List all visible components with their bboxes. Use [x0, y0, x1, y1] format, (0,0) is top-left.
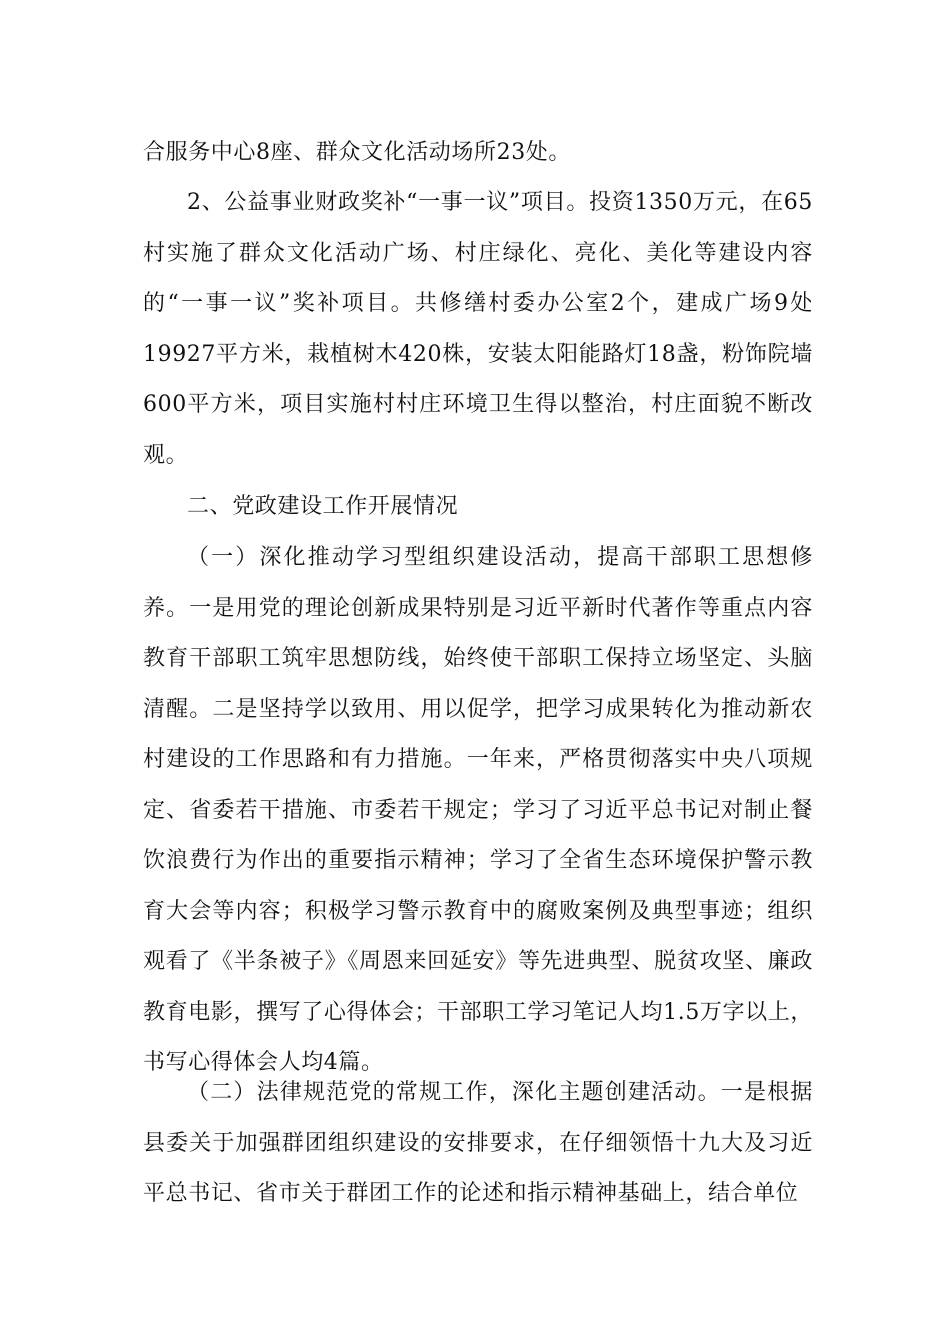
paragraph-continuation: 合服务中心8座、群众文化活动场所23处。 — [143, 140, 571, 165]
paragraph-regular-party-work: （二）法律规范党的常规工作，深化主题创建活动。一是根据县委关于加强群团组织建设的安排要求，在仔细领悟十九大及习近平总书记、省市关于群团工作的论述和指示精神基础上，结合单位 — [143, 1080, 813, 1206]
section-heading-party-building: 二、党政建设工作开展情况 — [187, 494, 459, 519]
paragraph-yishiyiyi-project: 2、公益事业财政奖补“一事一议”项目。投资1350万元，在65村实施了群众文化活动广场、村庄绿化、亮化、美化等建设内容的“一事一议”奖补项目。共修缮村委办公室2个，建成广场9处19927平方米，栽植树木420株，安装太阳能路灯18盏，粉饰院墙600平方米，项目实施村村庄环境卫生得以整治，村庄面貌不断改观。 — [143, 190, 813, 468]
paragraph-learning-organization: （一）深化推动学习型组织建设活动，提高干部职工思想修养。一是用党的理论创新成果特别是习近平新时代著作等重点内容教育干部职工筑牢思想防线，始终使干部职工保持立场坚定、头脑清醒。二是坚持学以致用、用以促学，把学习成果转化为推动新农村建设的工作思路和有力措施。一年来，严格贯彻落实中央八项规定、省委若干措施、市委若干规定；学习了习近平总书记对制止餐饮浪费行为作出的重要指示精神；学习了全省生态环境保护警示教育大会等内容；积极学习警示教育中的腐败案例及典型事迹；组织观看了《半条被子》《周恩来回延安》等先进典型、脱贫攻坚、廉政教育电影，撰写了心得体会；干部职工学习笔记人均1.5万字以上，书写心得体会人均4篇。 — [143, 545, 813, 1075]
